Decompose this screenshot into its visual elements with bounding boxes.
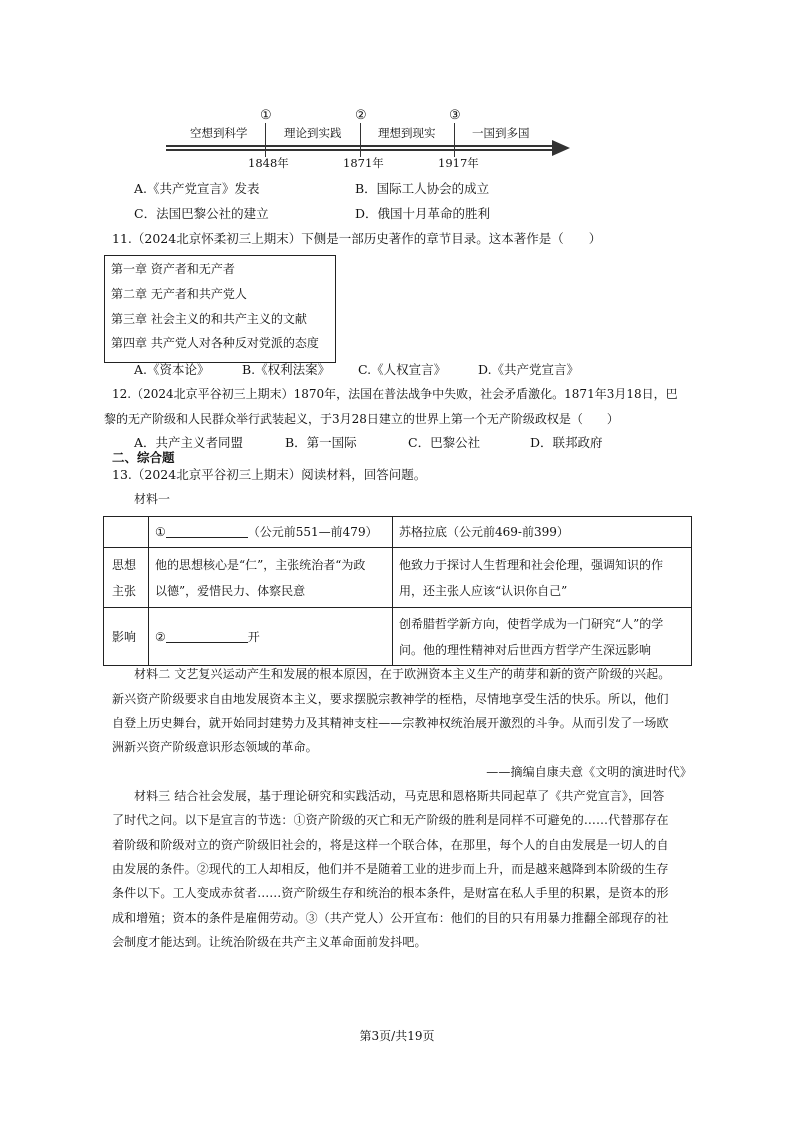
- page-footer: 第3页/共19页: [359, 1029, 435, 1043]
- material-2-line: 自登上历史舞台，就开始同封建势力及其精神支柱——宗教神权统治展开激烈的斗争。从而引发了一场欧: [112, 716, 669, 730]
- row-label-line: 主张: [112, 583, 137, 598]
- q11-option-d: D.《共产党宣言》: [478, 362, 580, 377]
- timeline-segment: 理想到现实: [378, 126, 436, 140]
- q11-option-a: A.《资本论》: [134, 362, 210, 377]
- row-label-line: 影响: [112, 629, 137, 644]
- material-2-line: 材料二 文艺复兴运动产生和发展的根本原因，在于欧洲资本主义生产的萌芽和新的资产阶级的兴起。: [134, 667, 671, 681]
- q12-stem-line1: 12.（2024北京平谷初三上期末）1870年，法国在普法战争中失败，社会矛盾激化。1871年3月18日，巴: [112, 387, 678, 401]
- chapter-list-box: [104, 255, 336, 363]
- material-3-line: 材料三 结合社会发展，基于理论研究和实践活动，马克思和恩格斯共同起草了《共产党宣言》，回答: [134, 789, 665, 803]
- material-3-line: 会制度才能达到。让统治阶级在共产主义革命面前发抖吧。: [112, 935, 427, 949]
- q10-option-a: A.《共产党宣言》发表: [134, 181, 260, 196]
- cell-line: 他的思想核心是“仁”，主张统治者“为政: [155, 557, 366, 572]
- timeline-segment: 空想到科学: [190, 126, 248, 140]
- q12-option-b: B．第一国际: [285, 435, 357, 450]
- chapter-item: 第三章 社会主义的和共产主义的文献: [111, 312, 307, 326]
- row-label-line: 思想: [112, 557, 137, 572]
- timeline-tick: [265, 123, 266, 157]
- q10-option-c: C．法国巴黎公社的建立: [134, 206, 269, 221]
- timeline-year: 1917年: [438, 156, 479, 170]
- q12-stem-line2: 黎的无产阶级和人民群众举行武装起义，于3月28日建立的世界上第一个无产阶级政权是（ ）: [104, 412, 619, 426]
- timeline-figure: [160, 105, 580, 175]
- cell-line: 创希腊哲学新方向，使哲学成为一门研究“人”的学: [399, 616, 664, 631]
- q11-stem: 11.（2024北京怀柔初三上期末）下侧是一部历史著作的章节目录。这本著作是（ ）: [112, 231, 602, 246]
- blank-marker: ②: [155, 629, 166, 644]
- table-cell: [393, 608, 692, 666]
- table-head-dates: （公元前551—前479）: [247, 525, 378, 539]
- material-3-line: 由发展的条件。②现代的工人却相反，他们并不是随着工业的进步而上升，而是越来越降到本阶级的生存: [112, 862, 669, 876]
- q12-option-a: A．共产主义者同盟: [134, 435, 244, 450]
- material-3-line: 着阶级和阶级对立的资产阶级旧社会的，将是这样一个联合体，在那里，每个人的自由发展是一切人的自: [112, 838, 669, 852]
- timeline-tick: [454, 123, 455, 157]
- chapter-item: 第一章 资产者和无产者: [111, 262, 235, 276]
- cell-line: 以德”，爱惜民力、体察民意: [155, 583, 306, 598]
- q12-option-c: C．巴黎公社: [408, 435, 481, 450]
- table-row-label: [104, 548, 149, 608]
- timeline-year: 1848年: [248, 156, 289, 170]
- q11-option-c: C.《人权宣言》: [358, 362, 447, 377]
- blank-marker: ①: [155, 525, 166, 539]
- table-cell: [149, 608, 393, 666]
- q11-option-b: B.《权利法案》: [242, 362, 331, 377]
- q12-option-d: D．联邦政府: [530, 435, 603, 450]
- table-head-right: [393, 517, 692, 548]
- timeline-segment: 理论到实践: [284, 126, 342, 140]
- timeline-segment: 一国到多国: [472, 126, 530, 140]
- table-row-label: [104, 608, 149, 666]
- chapter-item: 第四章 共产党人对各种反对党派的态度: [111, 336, 319, 350]
- material-3-line: 条件以下。工人变成赤贫者……资产阶级生存和统治的根本条件，是财富在私人手里的积累，是资本的形: [112, 886, 669, 900]
- chapter-item: 第二章 无产者和共产党人: [111, 287, 247, 301]
- timeline-marker: ①: [260, 108, 272, 123]
- material-2-source: ——摘编自康夫意《文明的演进时代》: [486, 765, 692, 779]
- timeline-marker: ③: [449, 108, 461, 123]
- timeline-marker: ②: [355, 108, 367, 123]
- cell-line: 用，还主张人应该“认识你自己”: [399, 583, 568, 598]
- q10-option-b: B．国际工人协会的成立: [355, 181, 490, 196]
- material-2-line: 洲新兴资产阶级意识形态领域的革命。: [112, 740, 318, 754]
- q10-option-d: D．俄国十月革命的胜利: [355, 206, 491, 221]
- comparison-table: [103, 516, 692, 666]
- material-2-line: 新兴资产阶级要求自由地发展资本主义，要求摆脱宗教神学的桎梏，尽情地享受生活的快乐。所以，他们: [112, 692, 669, 706]
- table-cell: [149, 548, 393, 608]
- cell-line: 问。他的理性精神对后世西方哲学产生深远影响: [399, 642, 652, 657]
- q13-stem: 13.（2024北京平谷初三上期末）阅读材料，回答问题。: [112, 467, 427, 482]
- section-heading: 二、综合题: [112, 450, 175, 465]
- table-head-left: [149, 517, 393, 548]
- material-3-line: 了时代之问。以下是宣言的节选：①资产阶级的灭亡和无产阶级的胜利是同样不可避免的……代替那存在: [112, 813, 669, 827]
- answer-blank-2[interactable]: [166, 628, 248, 643]
- table-head-right-text: 苏格拉底（公元前469-前399）: [399, 525, 569, 539]
- cell-line: 他致力于探讨人生哲理和社会伦理，强调知识的作: [399, 557, 664, 572]
- cell-tail: 开: [247, 629, 260, 644]
- table-cell: [393, 548, 692, 608]
- timeline-year: 1871年: [343, 156, 384, 170]
- material-1-label: 材料一: [134, 492, 171, 506]
- material-3-line: 成和增殖；资本的条件是雇佣劳动。③（共产党人）公开宣布：他们的目的只有用暴力推翻全部现存的社: [112, 911, 669, 925]
- table-corner-cell: [104, 517, 149, 548]
- timeline-tick: [360, 123, 361, 157]
- answer-blank-1[interactable]: [166, 523, 248, 538]
